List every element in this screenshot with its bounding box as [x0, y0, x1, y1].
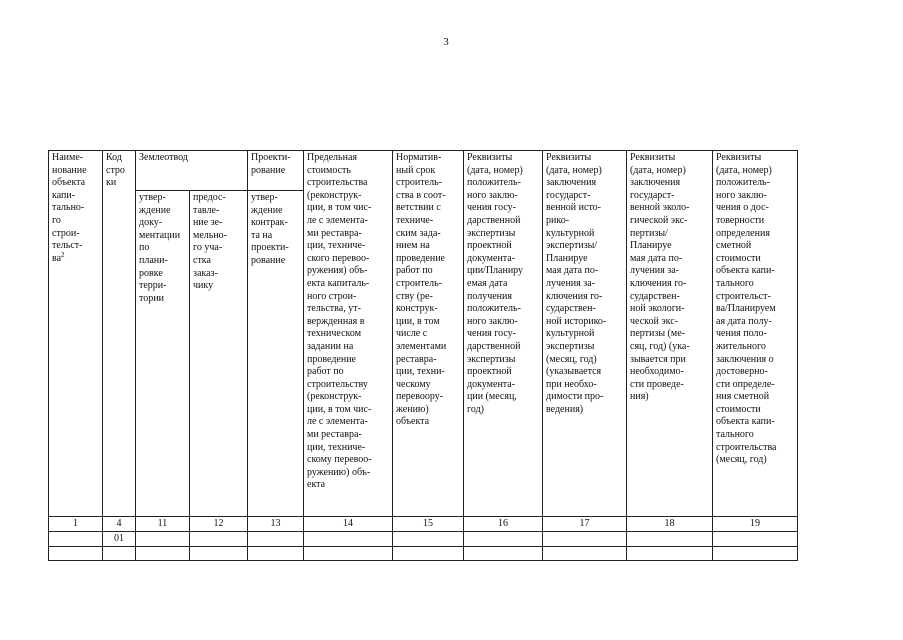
table-cell: [464, 547, 543, 561]
table-cell: [713, 547, 798, 561]
table-cell: [248, 532, 304, 547]
col-header-construction-term: Норматив- ный срок строитель- ства в соот- ветствии с техниче- ским зада- нием на проведение работ по строитель- ству (ре- конструк- ции, в том числе с элементами реставра- ции, техни- ческому перевоору- жению) объекта: [393, 151, 464, 517]
table-cell: [627, 532, 713, 547]
table-cell: [136, 532, 190, 547]
column-number: 19: [713, 517, 798, 532]
empty-row: [49, 547, 798, 561]
column-number: 17: [543, 517, 627, 532]
page-number: 3: [443, 36, 449, 48]
column-number-row: [49, 517, 798, 532]
column-number: 4: [103, 517, 136, 532]
col-header-design-contract: утвер- ждение контрак- та на проекти- рование: [248, 191, 304, 517]
col-header-land-provision: предос- тавле- ние зе- мельно- го уча- стка заказ- чику: [190, 191, 248, 517]
table-cell: [543, 532, 627, 547]
column-number: 15: [393, 517, 464, 532]
table-cell: [190, 532, 248, 547]
table-cell: [464, 532, 543, 547]
column-number: 13: [248, 517, 304, 532]
col-header-object-name: Наиме- нование объекта капи- тально- го строи- тельст- $ва^2$: [49, 151, 103, 517]
column-number: 18: [627, 517, 713, 532]
table-cell: [136, 547, 190, 561]
table-cell: [49, 532, 103, 547]
col-header-max-cost: Предельная стоимость строительства (реконструк- ции, в том чис- ле с элемента- ми реставра- ции, техниче- ского перевоо- ружения) объ- екта капиталь- ного строи- тельства, ут- вержденная в техническом задании на проведение работ по строительству (реконструк- ции, в том чис- ле с элемента- ми реставра- ции, техниче- скому перевоо- ружению) объ- екта: [304, 151, 393, 517]
column-number: 11: [136, 517, 190, 532]
col-header-row-code: Код стро ки: [103, 151, 136, 517]
table-cell: [627, 547, 713, 561]
header-row-1: [49, 151, 798, 191]
form-table: [48, 150, 798, 561]
table-cell: [248, 547, 304, 561]
table-cell: [304, 532, 393, 547]
table-cell: [190, 547, 248, 561]
table-cell: [49, 547, 103, 561]
table-cell: [393, 532, 464, 547]
table-cell: [713, 532, 798, 547]
col-header-historical-expertise: Реквизиты (дата, номер) заключения государст- венной исто- рико- культурной экспертизы/Планируе мая дата по- лучения за- ключения го- сударствен- ной историко- культурной экспертизы (месяц, год) (указывается при необхо- димости про- ведения): [543, 151, 627, 517]
col-header-design: Проекти- рование: [248, 151, 304, 191]
col-header-planning-approval: утвер- ждение доку- ментации по плани- ровке терри- тории: [136, 191, 190, 517]
col-header-land-allotment: Землеотвод: [136, 151, 248, 191]
column-number: 1: [49, 517, 103, 532]
column-number: 14: [304, 517, 393, 532]
column-number: 16: [464, 517, 543, 532]
column-number: 12: [190, 517, 248, 532]
col-header-ecological-expertise: Реквизиты (дата, номер) заключения государст- венной эколо- гической экс- пертизы/Планируе мая дата по- лучения за- ключения го- сударствен- ной экологи- ческой экс- пертизы (ме- сяц, год) (ука- зывается при необходимо- сти проведе- ния): [627, 151, 713, 517]
data-row: [49, 532, 798, 547]
table-cell: [304, 547, 393, 561]
col-header-cost-reliability: Реквизиты (дата, номер) положитель- ного заклю- чения о дос- товерности определения сметной стоимости объекта капи- тального строительст- ва/Планируем ая дата полу- чения поло- жительного заключения о достоверно- сти определе- ния сметной стоимости объекта капи- тального строительства (месяц, год): [713, 151, 798, 517]
row-code-cell: 01: [103, 532, 136, 547]
table-cell: [103, 547, 136, 561]
table-cell: [393, 547, 464, 561]
col-header-state-expertise: Реквизиты (дата, номер) положитель- ного заклю- чения госу- дарственной экспертизы проектной документа- ции/Планиру емая дата получения положитель- ного заклю- чения госу- дарственной экспертизы проектной документа- ции (месяц, год): [464, 151, 543, 517]
footnote-mark: 2: [61, 250, 65, 259]
table-cell: [543, 547, 627, 561]
